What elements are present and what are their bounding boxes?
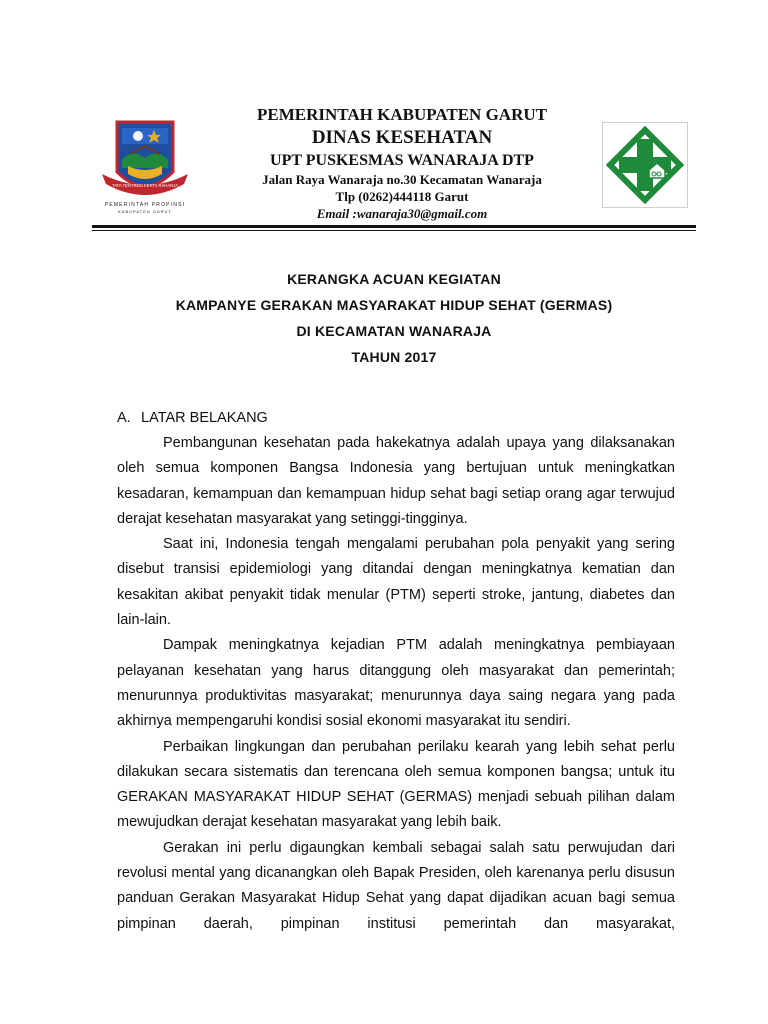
- agency-name: DINAS KESEHATAN: [311, 127, 493, 148]
- paragraph: Dampak meningkatnya kejadian PTM adalah meningkatnya pembiayaan pelayanan kesehatan yang harus ditanggung oleh masyarakat dan pemerintah; menurunnya produktivitas masyarakat; menurunnya daya saing negara yang pada akhirnya mempengaruhi kondisi sosial ekonomi masyarakat itu sendiri.: [117, 637, 675, 730]
- government-name: PEMERINTAH KABUPATEN GARUT: [257, 105, 547, 124]
- letterhead-divider-thin: [92, 230, 696, 231]
- puskesmas-name: UPT PUSKESMAS WANARAJA DTP: [270, 152, 534, 169]
- title-line-1: KERANGKA ACUAN KEGIATAN: [287, 271, 501, 287]
- section-title: LATAR BELAKANG: [141, 410, 268, 426]
- paragraph: Gerakan ini perlu digaungkan kembali sebagai salah satu perwujudan dari revolusi mental yang dicanangkan oleh Bapak Presiden, oleh karenanya perlu disusun panduan Gerakan Masyarakat Hidup Sehat yang dapat dijadikan acuan bagi semua pimpinan daerah, pimpinan institusi pemerintah dan masyarakat,: [117, 839, 675, 932]
- paragraph: Saat ini, Indonesia tengah mengalami perubahan pola penyakit yang sering disebut transisi epidemiologi yang ditandai dengan meningkatnya kematian dan kesakitan akibat penyakit tidak menular (PTM) seperti stroke, jantung, diabetes dan lain-lain.: [117, 536, 675, 629]
- address-line: Jalan Raya Wanaraja no.30 Kecamatan Wanaraja: [262, 172, 542, 187]
- title-line-2: KAMPANYE GERAKAN MASYARAKAT HIDUP SEHAT (GERMAS): [175, 297, 613, 313]
- puskesmas-cross-icon: [602, 122, 688, 208]
- paragraph: Perbaikan lingkungan dan perubahan perilaku kearah yang lebih sehat perlu dilakukan secara sistematis dan terencana oleh semua komponen bangsa; untuk itu GERAKAN MASYARAKAT HIDUP SEHAT (GERMAS) menjadi sebuah pilihan dalam mewujudkan derajat kesehatan masyarakat yang lebih baik.: [117, 738, 675, 831]
- section-number: A.: [117, 410, 131, 426]
- section-body: [117, 431, 675, 937]
- section-heading: [117, 408, 268, 428]
- paragraph: Pembangunan kesehatan pada hakekatnya adalah upaya yang dilaksanakan oleh semua komponen Bangsa Indonesia yang bertujuan untuk meningkatkan kesadaran, kemampuan dan kemampuan hidup sehat bagi setiap orang agar terwujud derajat kesehatan masyarakat yang setinggi-tingginya.: [117, 435, 675, 527]
- garut-regency-emblem-icon: [92, 114, 198, 216]
- emblem-caption-line2: KABUPATEN GARUT: [118, 209, 172, 214]
- letterhead-divider-thick: [92, 225, 696, 228]
- email-line: Email :wanaraja30@gmail.com: [316, 206, 488, 221]
- emblem-ribbon-text: TATA TENTREM KERTA RAHARJA: [111, 183, 179, 188]
- phone-line: Tlp (0262)444118 Garut: [335, 189, 469, 204]
- title-line-3: DI KECAMATAN WANARAJA: [296, 323, 492, 339]
- letterhead: [92, 100, 696, 230]
- letterhead-text: [202, 104, 602, 222]
- document-title: [92, 266, 696, 370]
- title-line-4: TAHUN 2017: [351, 349, 437, 365]
- emblem-caption-line1: PEMERINTAH PROPINSI: [104, 202, 186, 208]
